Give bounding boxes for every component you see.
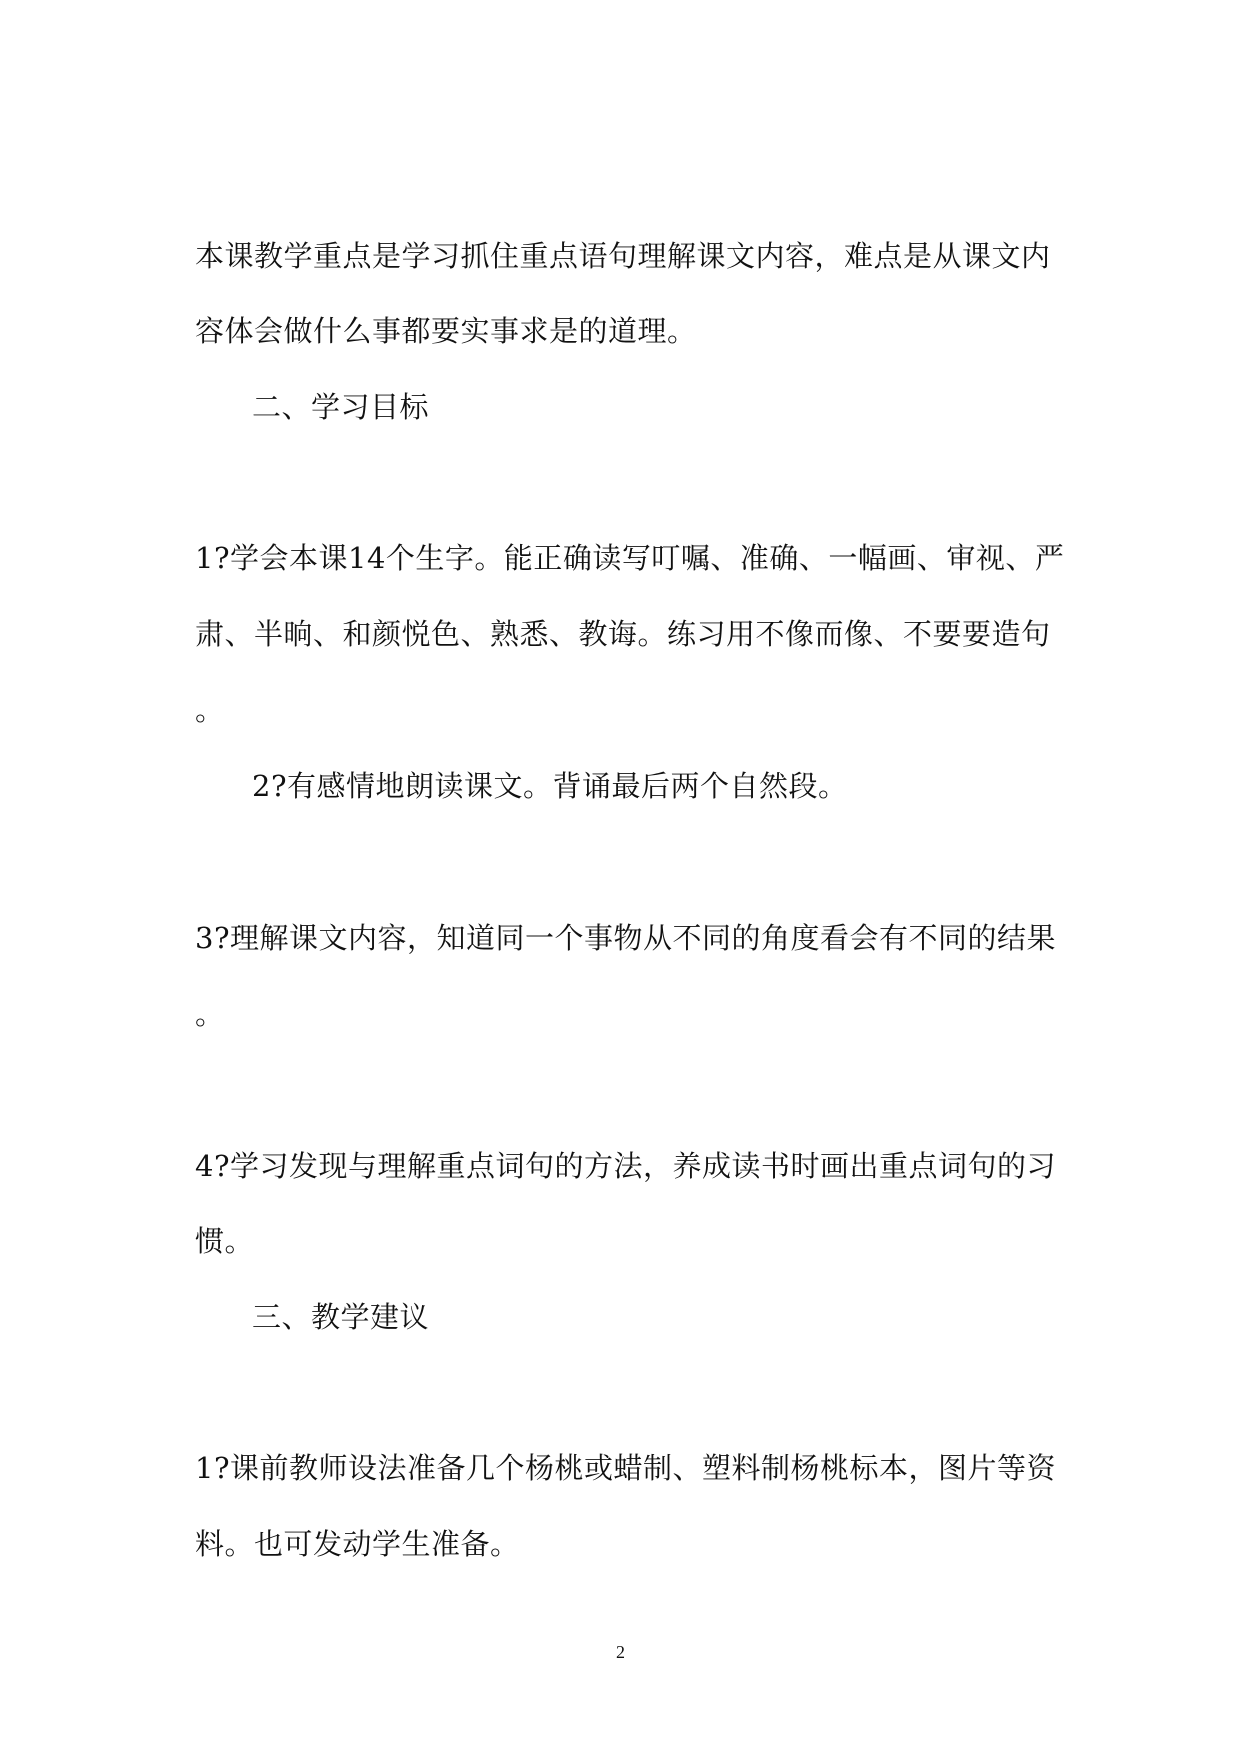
list-item-line: 。 [195, 693, 225, 727]
paragraph-line: 本课教学重点是学习抓住重点语句理解课文内容，难点是从课文内 [195, 239, 1051, 273]
list-item-line: 4?学习发现与理解重点词句的方法，养成读书时画出重点词句的习 [195, 1149, 1056, 1183]
section-heading: 三、教学建议 [252, 1300, 430, 1334]
list-item-line: 惯。 [195, 1224, 255, 1258]
paragraph-line: 容体会做什么事都要实事求是的道理。 [195, 314, 697, 348]
list-item-line: 料。也可发动学生准备。 [195, 1527, 520, 1561]
list-item-line: 。 [195, 997, 225, 1031]
list-item-line: 1?课前教师设法准备几个杨桃或蜡制、塑料制杨桃标本，图片等资 [195, 1451, 1056, 1485]
section-heading: 二、学习目标 [252, 390, 430, 424]
list-item-line: 2?有感情地朗读课文。背诵最后两个自然段。 [252, 769, 848, 803]
list-item-line: 1?学会本课14个生字。能正确读写叮嘱、准确、一幅画、审视、严 [195, 541, 1065, 575]
page-number: 2 [616, 1642, 625, 1662]
list-item-line: 肃、半晌、和颜悦色、熟悉、教诲。练习用不像而像、不要要造句 [195, 617, 1051, 651]
list-item-line: 3?理解课文内容，知道同一个事物从不同的角度看会有不同的结果 [195, 921, 1056, 955]
